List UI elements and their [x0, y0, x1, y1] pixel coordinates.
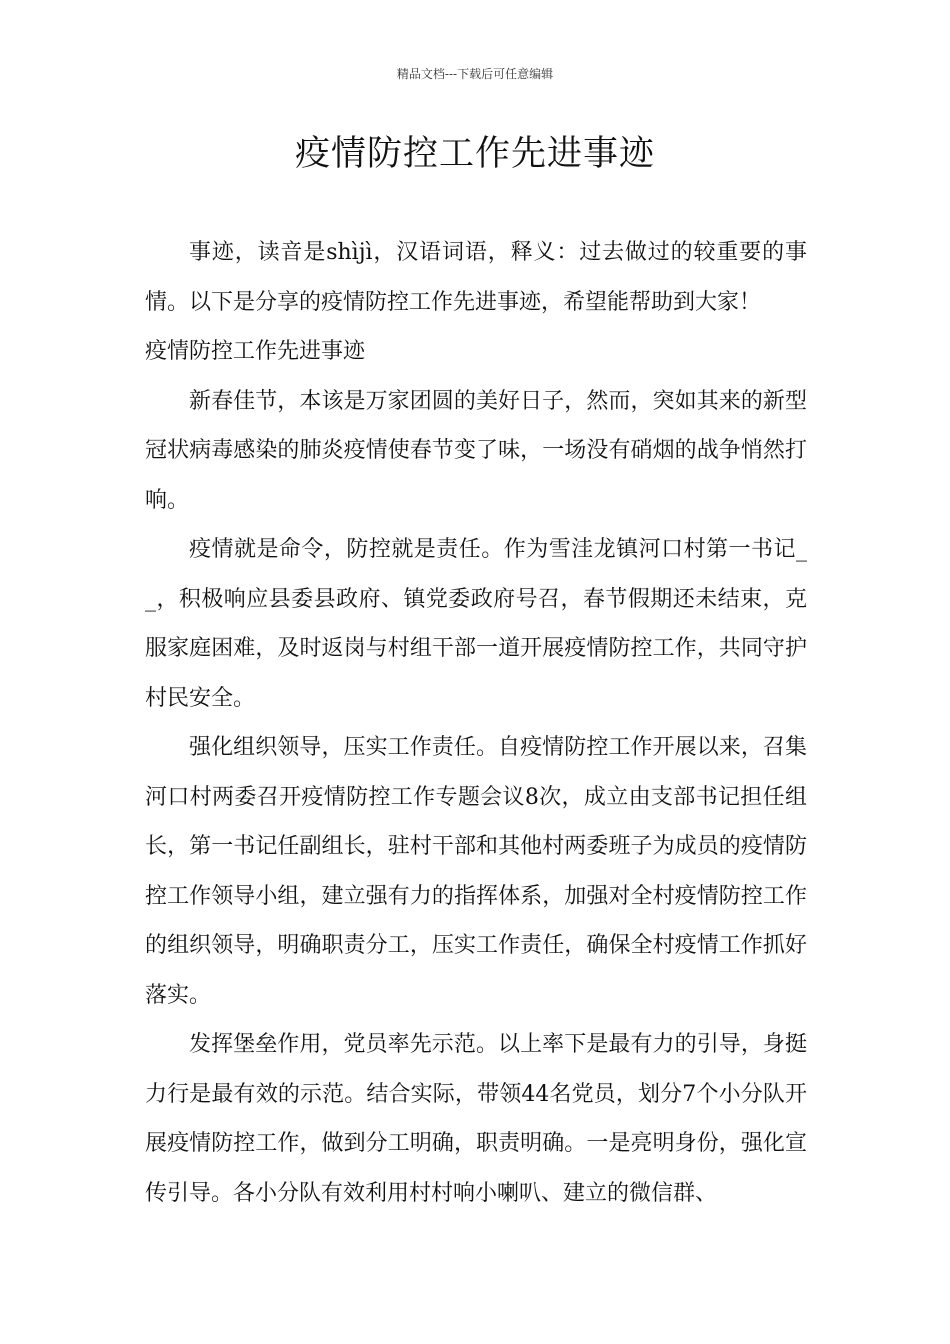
- paragraph-spring-festival: 新春佳节，本该是万家团圆的美好日子，然而，突如其来的新型冠状病毒感染的肺炎疫情使春节变了味，一场没有硝烟的战争悄然打响。: [145, 388, 807, 513]
- paragraph-command-duty: 疫情就是命令，防控就是责任。作为雪洼龙镇河口村第一书记__，积极响应县委县政府、镇党委政府号召，春节假期还未结束，克服家庭困难，及时返岗与村组干部一道开展疫情防控工作，共同守护村民安全。: [145, 537, 807, 711]
- paragraph-intro: 事迹，读音是shìjì，汉语词语，释义：过去做过的较重要的事情。以下是分享的疫情防控工作先进事迹，希望能帮助到大家！: [145, 240, 807, 315]
- header-note: 精品文档---下载后可任意编辑: [396, 67, 554, 81]
- document-title: 疫情防控工作先进事迹: [294, 134, 655, 174]
- paragraph-subtitle: 疫情防控工作先进事迹: [145, 339, 366, 364]
- document-body: [145, 228, 807, 1218]
- paragraph-organization: 强化组织领导，压实工作责任。自疫情防控工作开展以来，召集河口村两委召开疫情防控工作专题会议8次，成立由支部书记担任组长，第一书记任副组长，驻村干部和其他村两委班子为成员的疫情防控工作领导小组，建立强有力的指挥体系，加强对全村疫情防控工作的组织领导，明确职责分工，压实工作责任，确保全村疫情工作抓好落实。: [145, 735, 807, 1008]
- paragraph-party-members: 发挥堡垒作用，党员率先示范。以上率下是最有力的引导，身挺力行是最有效的示范。结合实际，带领44名党员，划分7个小分队开展疫情防控工作，做到分工明确，职责明确。一是亮明身份，强化宣传引导。各小分队有效利用村村响小喇叭、建立的微信群、: [145, 1032, 807, 1206]
